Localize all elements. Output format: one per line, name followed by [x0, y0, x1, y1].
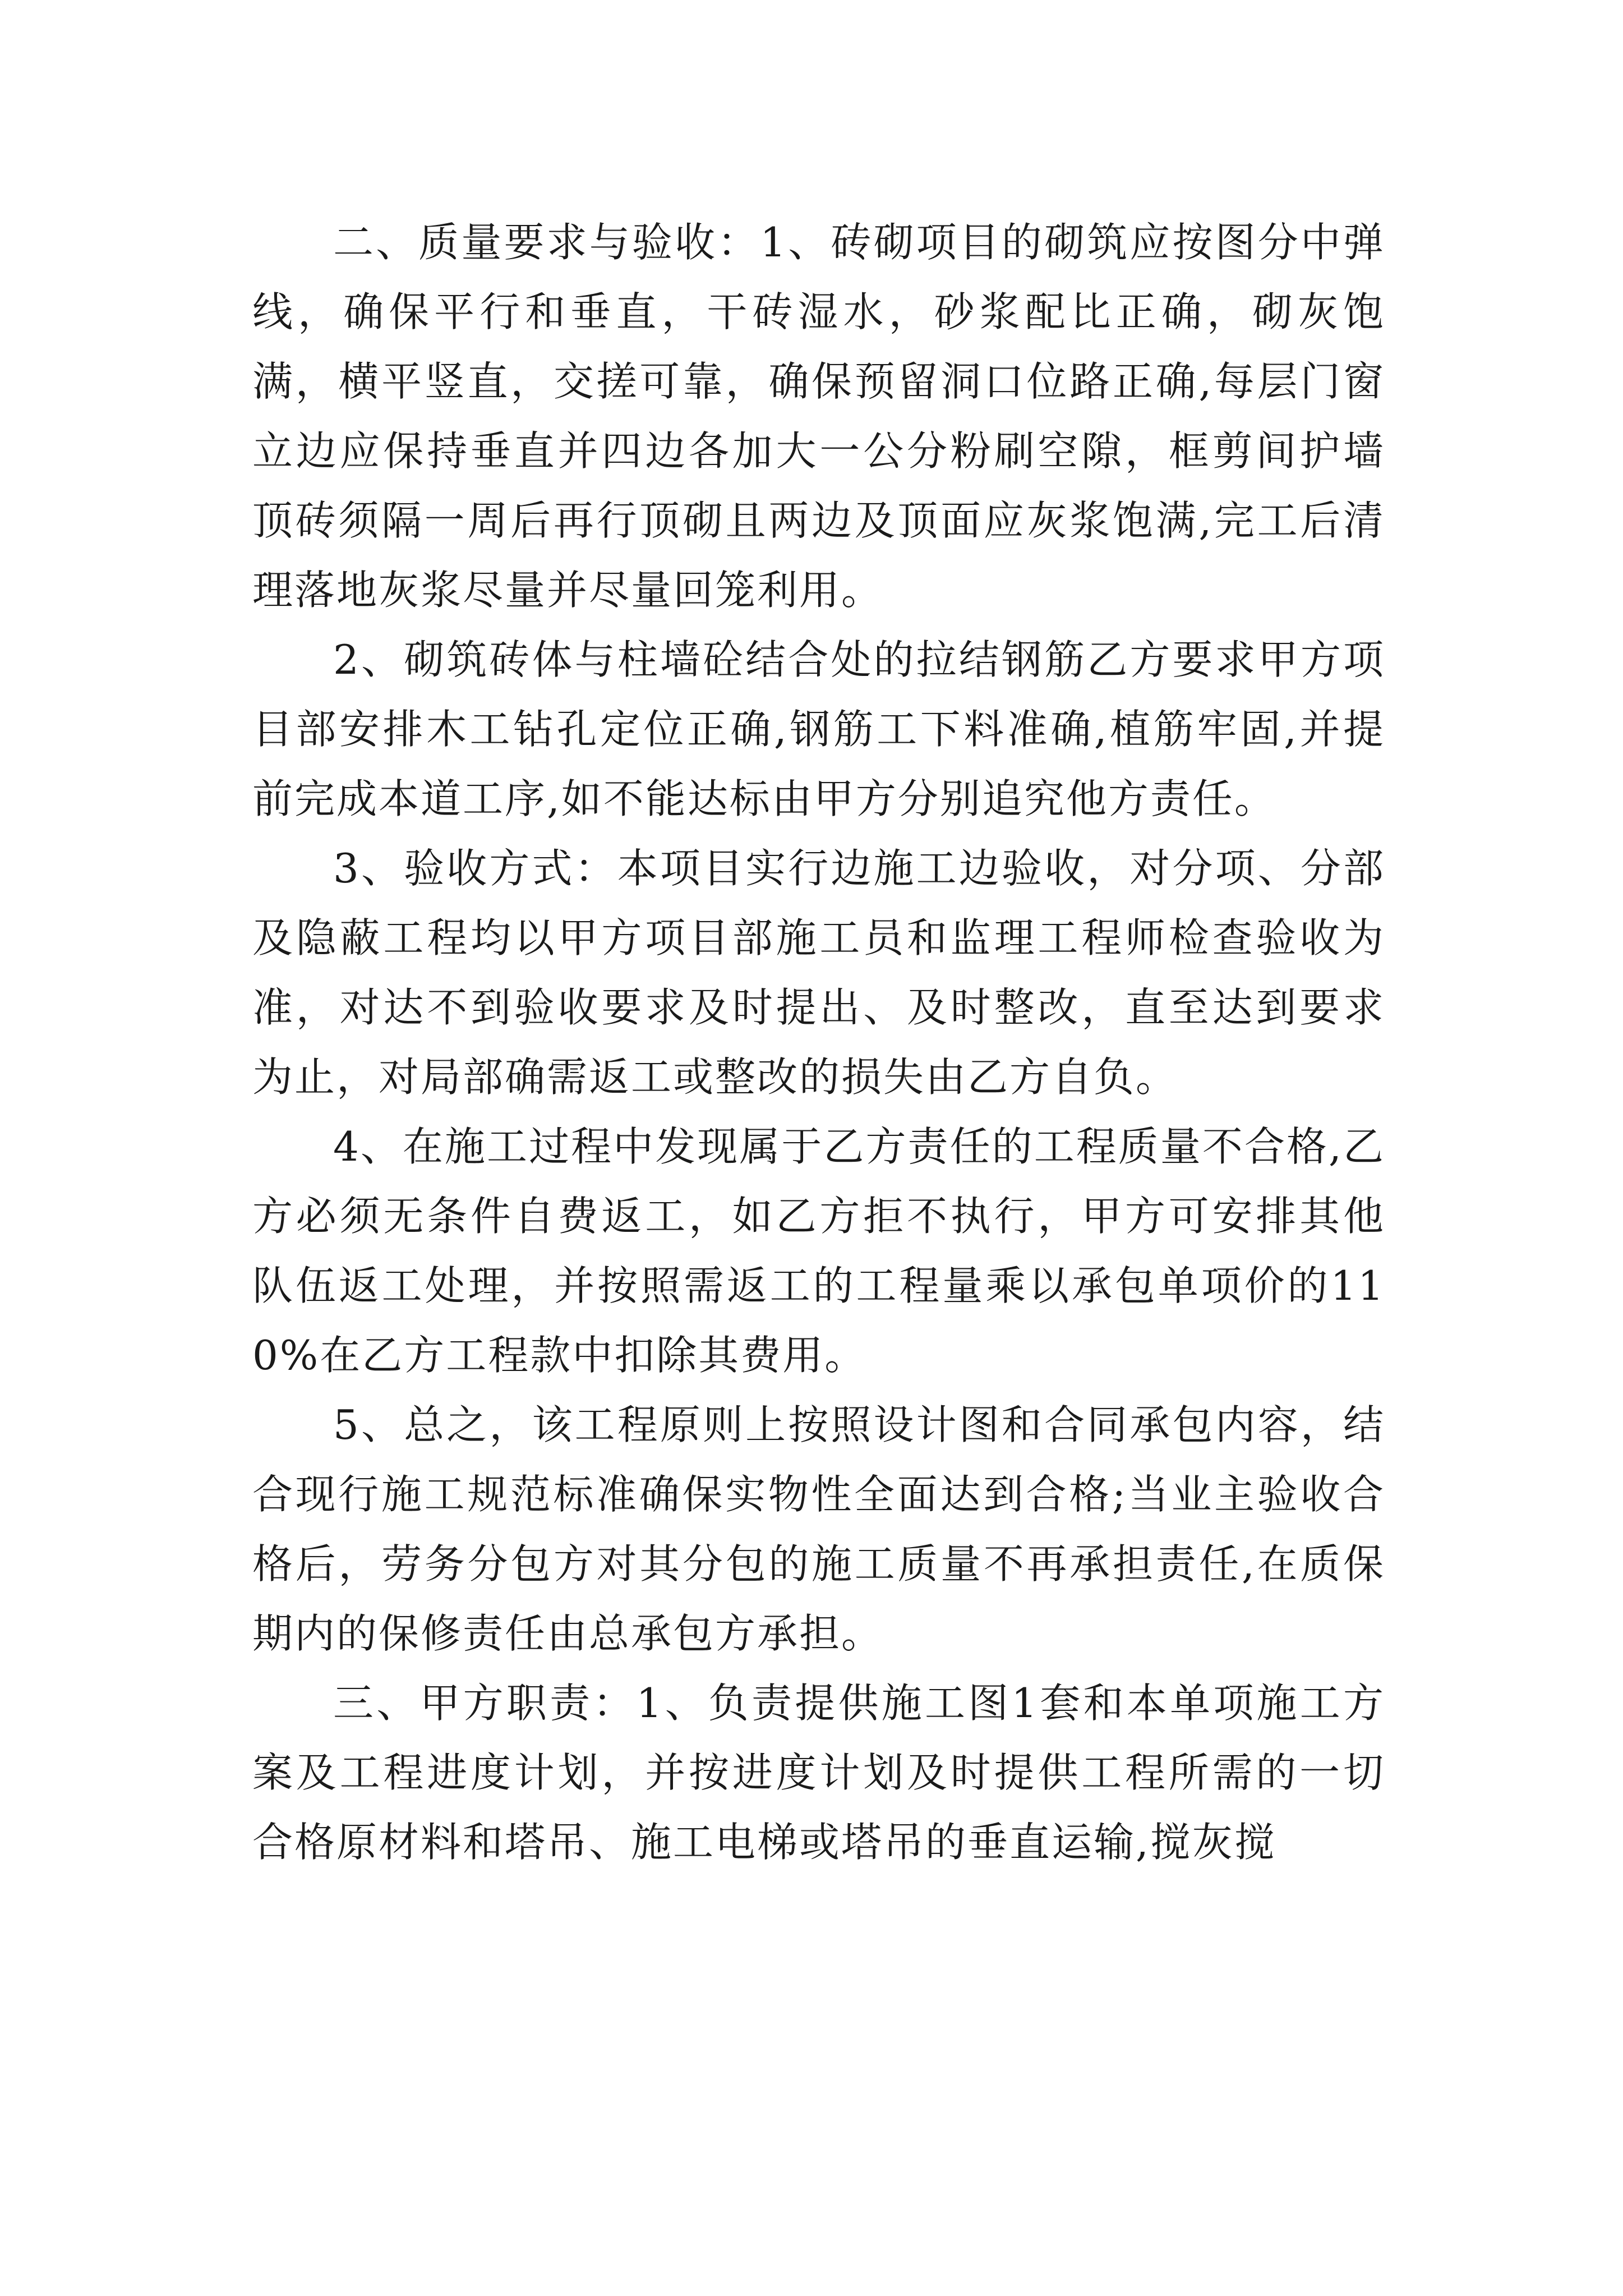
paragraph-summary: 5、总之，该工程原则上按照设计图和合同承包内容，结合现行施工规范标准确保实物性全面达到合格;当业主验收合格后，劳务分包方对其分包的施工质量不再承担责任,在质保期内的保修责任由总承包方承担。: [252, 1401, 1385, 1657]
paragraph-acceptance-method: 3、验收方式：本项目实行边施工边验收，对分项、分部及隐蔽工程均以甲方项目部施工员和监理工程师检查验收为准，对达不到验收要求及时提出、及时整改，直至达到要求为止，对局部确需返工或整改的损失由乙方自负。: [252, 845, 1385, 1101]
paragraph-party-a-duties: 三、甲方职责：1、负责提供施工图1套和本单项施工方案及工程进度计划，并按进度计划及时提供工程所需的一切合格原材料和塔吊、施工电梯或塔吊的垂直运输,搅灰搅: [252, 1680, 1385, 1866]
paragraph-quality-requirements: 二、质量要求与验收：1、砖砌项目的砌筑应按图分中弹线，确保平行和垂直，干砖湿水，砂浆配比正确，砌灰饱满，横平竖直，交搓可靠，确保预留洞口位路正确,每层门窗立边应保持垂直并四边各加大一公分粉刷空隙，框剪间护墙顶砖须隔一周后再行顶砌且两边及顶面应灰浆饱满,完工后清理落地灰浆尽量并尽量回笼利用。: [252, 219, 1385, 614]
paragraph-rework-liability: 4、在施工过程中发现属于乙方责任的工程质量不合格,乙方必须无条件自费返工，如乙方拒不执行，甲方可安排其他队伍返工处理，并按照需返工的工程量乘以承包单项价的110%在乙方工程款中扣除其费用。: [252, 1123, 1385, 1379]
paragraph-rebar-tie: 2、砌筑砖体与柱墙砼结合处的拉结钢筋乙方要求甲方项目部安排木工钻孔定位正确,钢筋工下料准确,植筋牢固,并提前完成本道工序,如不能达标由甲方分别追究他方责任。: [252, 636, 1385, 822]
document-body: [252, 208, 1385, 1877]
